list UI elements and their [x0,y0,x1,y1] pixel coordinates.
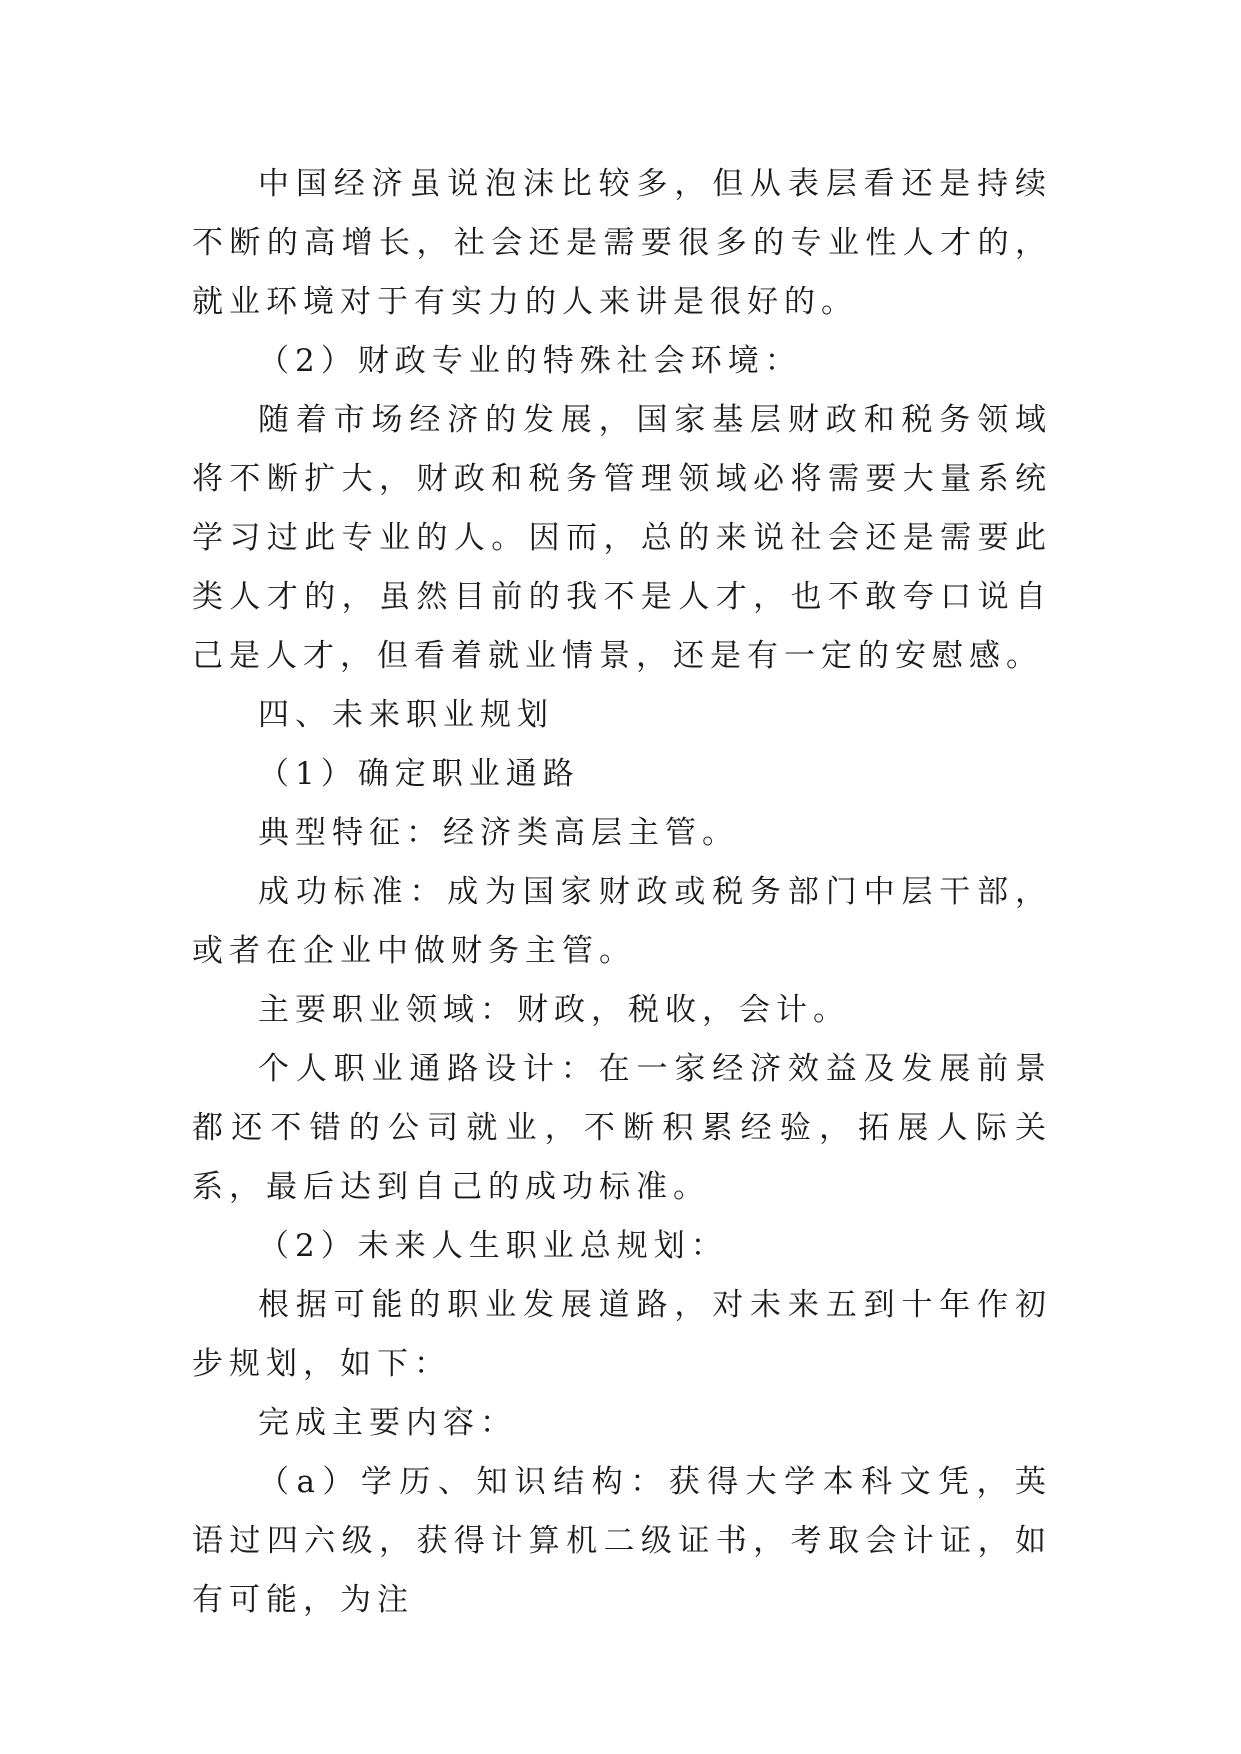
paragraph-typical-features: 典型特征：经济类高层主管。 [258,815,739,851]
paragraph-path-design: 个人职业通路设计：在一家经济效益及发展前景都还不错的公司就业，不断积累经验，拓展人际关系，最后达到自己的成功标准。 [192,1051,1052,1205]
paragraph-economy-environment: 中国经济虽说泡沫比较多，但从表层看还是持续不断的高增长，社会还是需要很多的专业性人才的，就业环境对于有实力的人来讲是很好的。 [192,166,1052,320]
paragraph-education-knowledge: （a）学历、知识结构：获得大学本科文凭，英语过四六级，获得计算机二级证书，考取会计证，如有可能，为注 [192,1464,1052,1618]
subheading-career-path: （1）确定职业通路 [258,756,580,792]
subheading-overall-plan: （2）未来人生职业总规划： [258,1228,728,1264]
subheading-finance-social-environment: （2）财政专业的特殊社会环境： [258,343,802,379]
document-body [192,155,1052,1630]
paragraph-market-development: 随着市场经济的发展，国家基层财政和税务领域将不断扩大，财政和税务管理领域必将需要大量系统学习过此专业的人。因而，总的来说社会还是需要此类人才的，虽然目前的我不是人才，也不敢夸口说自己是人才，但看着就业情景，还是有一定的安慰感。 [192,402,1052,674]
section-heading-career-plan: 四、未来职业规划 [258,697,554,733]
paragraph-plan-intro: 根据可能的职业发展道路，对未来五到十年作初步规划，如下： [192,1287,1052,1382]
paragraph-success-criteria: 成功标准：成为国家财政或税务部门中层干部，或者在企业中做财务主管。 [192,874,1052,969]
paragraph-main-fields: 主要职业领域：财政，税收，会计。 [258,992,850,1028]
paragraph-main-content: 完成主要内容： [258,1405,517,1441]
